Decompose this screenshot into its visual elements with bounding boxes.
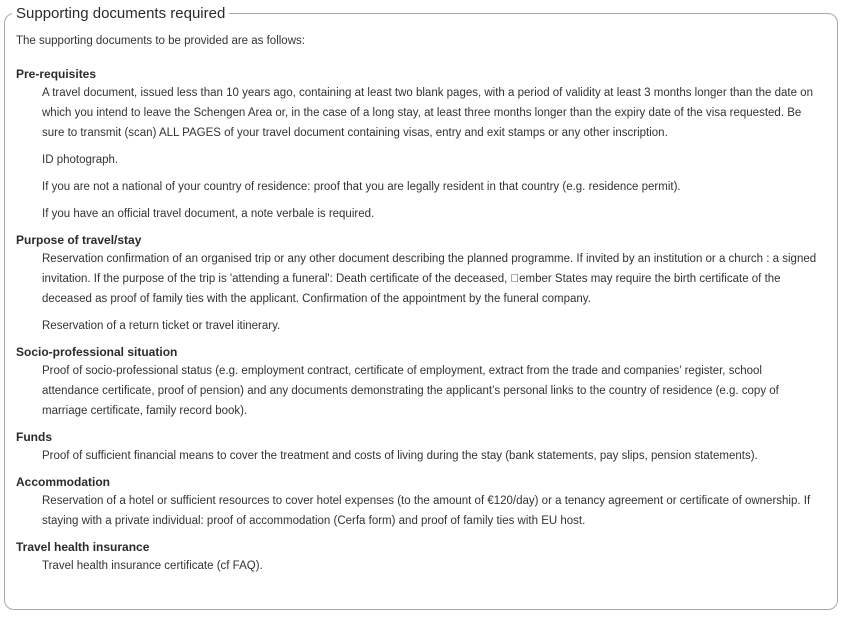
list-item: If you are not a national of your country of residence: proof that you are legally resident in that country (e.g. residence permit). [42, 181, 681, 193]
section-title: Travel health insurance [16, 540, 150, 554]
section-pre-requisites [16, 65, 826, 224]
panel-title: Supporting documents required [12, 4, 229, 24]
panel-content [16, 33, 826, 583]
section-title: Purpose of travel/stay [16, 233, 142, 247]
list-item: Reservation of a hotel or sufficient resources to cover hotel expenses (to the amount of €120/day) or a tenancy agreement or certificate of ownership. If staying with a private individual: proof of accommodation (Cerfa form) and proof of family ties with EU host. [42, 495, 811, 527]
list-item: ID photograph. [42, 154, 119, 166]
section-funds [16, 428, 826, 466]
intro-text: The supporting documents to be provided are as follows: [16, 35, 305, 47]
list-item: Travel health insurance certificate (cf FAQ). [42, 560, 263, 572]
list-item: Reservation of a return ticket or travel itinerary. [42, 320, 281, 332]
section-title: Socio-professional situation [16, 345, 178, 359]
list-item: A travel document, issued less than 10 years ago, containing at least two blank pages, with a period of validity at least 3 months longer than the date on which you intend to leave the Schengen Area or, in the case of a long stay, at least three months longer than the expiry date of the visa requested. Be sure to transmit (scan) ALL PAGES of your travel document containing visas, entry and exit stamps or any other inscription. [42, 87, 813, 139]
section-title: Funds [16, 430, 52, 444]
section-title: Accommodation [16, 475, 111, 489]
list-item: Reservation confirmation of an organised trip or any other document describing the planned programme. If invited by an institution or a church : a signed invitation. If the purpose of the trip is 'attending a funeral': Death certificate of the deceased,  ember States may require the birth certificate of the deceased as proof of family ties with the applicant. Confirmation of the appointment by the funeral company. [42, 253, 817, 305]
section-socio-professional [16, 343, 826, 421]
list-item: Proof of sufficient financial means to cover the treatment and costs of living during the stay (bank statements, pay slips, pension statements). [42, 450, 758, 462]
list-item: Proof of socio-professional status (e.g. employment contract, certificate of employment, extract from the trade and companies’ register, school attendance certificate, proof of pension) and any documents demonstrating the applicant’s personal links to the country of residence (e.g. copy of marriage certificate, family record book). [42, 365, 779, 417]
section-travel-health-insurance [16, 538, 826, 576]
section-accommodation [16, 473, 826, 531]
section-title: Pre-requisites [16, 67, 97, 81]
section-purpose-of-travel [16, 231, 826, 336]
list-item: If you have an official travel document, a note verbale is required. [42, 208, 375, 220]
